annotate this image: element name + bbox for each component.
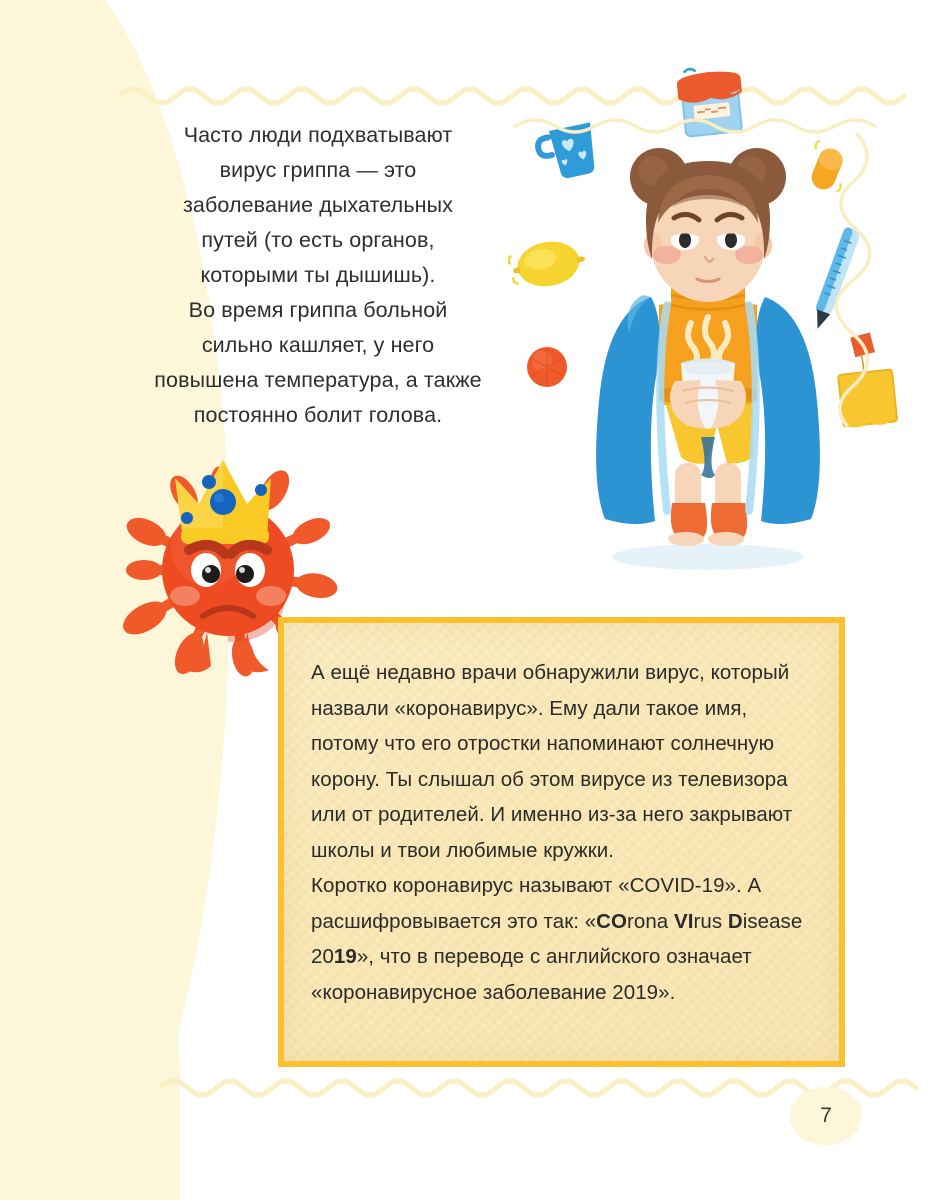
callout-p2-suffix: », что в переводе с английского означает «коронавирусное заболевание 2019». xyxy=(311,945,752,1004)
intro-line-7: сильно кашляет, у него xyxy=(201,333,435,357)
floor-shadow xyxy=(612,544,804,570)
virus-cheek-right xyxy=(256,586,286,606)
intro-line-5: которыми ты дышишь). xyxy=(200,263,436,287)
covid-isease: isease 20 xyxy=(311,909,803,968)
intro-paragraph xyxy=(118,118,518,433)
intro-line-2: вирус гриппа — это xyxy=(219,158,417,182)
cheek-left xyxy=(653,246,681,264)
cheek-right xyxy=(735,246,763,264)
covid-bold-co: CO xyxy=(596,909,628,933)
intro-line-4: путей (то есть органов, xyxy=(201,228,435,252)
intro-line-6: Во время гриппа больной xyxy=(188,298,448,322)
intro-line-8: повышена температура, а также xyxy=(154,368,482,392)
covid-rona: rona xyxy=(627,909,675,933)
intro-line-9: постоянно болит голова. xyxy=(193,403,443,427)
covid-rus: rus xyxy=(693,909,728,933)
crown-gem-lower-left xyxy=(181,512,193,524)
crown-gem-left xyxy=(202,475,216,489)
intro-line-3: заболевание дыхательных xyxy=(182,193,454,217)
crown xyxy=(175,460,271,544)
callout-paragraph-1: А ещё недавно врачи обнаружили вирус, который назвали «коронавирус». Ему дали такое имя, потому что его отростки напоминают солнечную корону. Ты слышал об этом вирусе из телевизора или от родителей. И именно из-за него закрывают школы и твои любимые кружки. xyxy=(311,661,793,862)
coronavirus-callout-box xyxy=(278,617,845,1067)
crown-gem-center xyxy=(210,489,236,515)
callout-p2-prefix: Коротко коронавирус называют «COVID-19». А расшифровывается это так: « xyxy=(311,874,762,933)
sick-girl-illustration xyxy=(575,145,840,570)
crown-gem-right xyxy=(255,484,267,496)
covid-bold-d: D xyxy=(727,909,743,933)
covid-bold-19: 19 xyxy=(333,945,357,968)
virus-cheek-left xyxy=(170,586,200,606)
callout-paragraph-2 xyxy=(311,868,809,1010)
page-number: 7 xyxy=(820,1104,832,1127)
intro-line-1: Часто люди подхватывают xyxy=(183,123,453,147)
covid-bold-vi: VI xyxy=(674,909,694,933)
